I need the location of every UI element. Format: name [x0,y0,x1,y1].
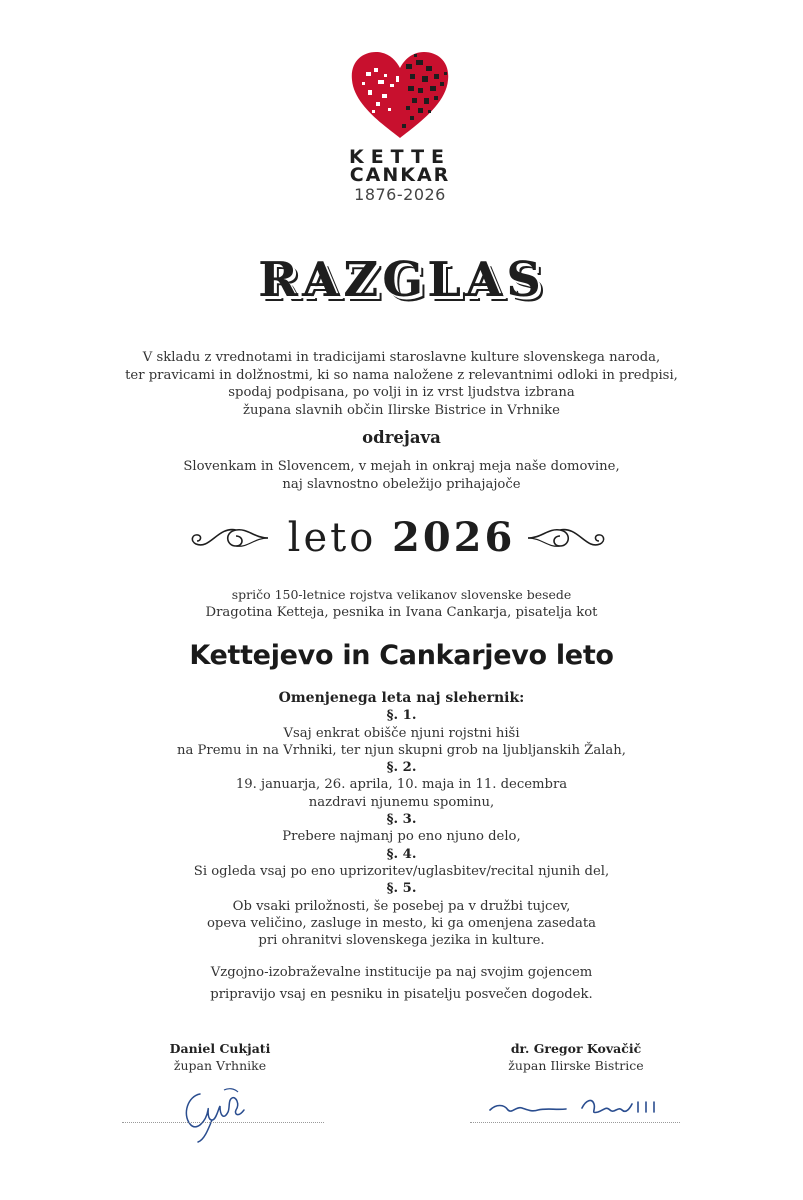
closing-line: pripravijo vsaj en pesniku in pisatelju posvečen dogodek. [210,987,593,1002]
page-title: RAZGLAS [258,252,545,308]
signature-line-right [470,1122,680,1123]
section-line: nazdravi njunemu spominu, [308,794,495,810]
signature-left-icon [178,1080,258,1144]
logo-text-cankar: CANKAR [349,164,451,186]
logo-years: 1876-2026 [354,185,446,204]
signatory-right [446,1040,706,1074]
signature-right-icon [486,1092,666,1122]
left-flourish-icon [188,522,270,554]
section-line: pri ohranitvi slovenskega jezika in kulture. [258,933,545,949]
section-mark: §. 5. [386,881,417,897]
section-line: Ob vsaki priložnosti, še posebej pa v družbi tujcev, [232,898,571,914]
intro-line: župana slavnih občin Ilirske Bistrice in Vrhnike [243,402,560,418]
signatory-left [90,1040,350,1074]
closing-line: Vzgojno-izobraževalne institucije pa naj svojim gojencem [210,965,593,980]
list-lead: Omenjenega leta naj slehernik: [278,690,525,706]
intro-line: V skladu z vrednotami in tradicijami staroslavne kulture slovenskega naroda, [142,350,661,365]
kette-cankar-logo [340,50,460,204]
signatory-name: Daniel Cukjati [169,1041,271,1056]
signatory-name: dr. Gregor Kovačič [510,1041,642,1056]
closing-paragraph [0,962,803,1006]
decree-verb: odrejava [362,428,441,447]
section-line: opeva veličino, zasluge in mesto, ki ga omenjena zasedata [206,915,597,931]
signatory-role: župan Ilirske Bistrice [508,1058,644,1073]
year-banner [0,514,803,564]
section-line: Prebere najmanj po eno njuno delo, [282,829,521,845]
event-title: Kettejevo in Cankarjevo leto [189,640,614,671]
address-line: naj slavnostno obeležijo prihajajoče [282,476,521,492]
address-line: Slovenkam in Slovencem, v mejah in onkraj meja naše domovine, [183,459,620,474]
section-line: Vsaj enkrat obišče njuni rojstni hiši [283,725,520,741]
section-mark: §. 4. [386,846,417,862]
section-mark: §. 2. [386,760,417,776]
year-word: leto [287,515,377,561]
year-number: 2026 [392,514,516,561]
section-mark: §. 3. [386,812,417,828]
section-line: Si ogleda vsaj po eno uprizoritev/uglasbitev/recital njunih del, [193,863,610,879]
decree-sections [0,690,803,949]
reason-paragraph [0,586,803,621]
signatory-role: župan Vrhnike [173,1058,267,1073]
section-line: 19. januarja, 26. aprila, 10. maja in 11. decembra [235,777,568,793]
right-flourish-icon [526,522,608,554]
address-paragraph [0,458,803,493]
reason-line: spričo 150-letnice rojstva velikanov slovenske besede [231,587,572,602]
section-mark: §. 1. [386,708,417,724]
signature-line-left [122,1122,324,1123]
year-heading [288,514,516,561]
reason-line: Dragotina Ketteja, pesnika in Ivana Cankarja, pisatelja kot [205,604,598,620]
pixel-heart-icon [348,50,452,142]
logo-text-kette: KETTE [348,146,452,168]
intro-line: spodaj podpisana, po volji in iz vrst ljudstva izbrana [228,385,575,400]
section-line: na Premu in na Vrhniki, ter njun skupni grob na ljubljanskih Žalah, [177,742,626,758]
intro-line: ter pravicami in dolžnostmi, ki so nama naložene z relevantnimi odloki in predpisi, [125,367,678,383]
intro-paragraph [0,349,803,419]
